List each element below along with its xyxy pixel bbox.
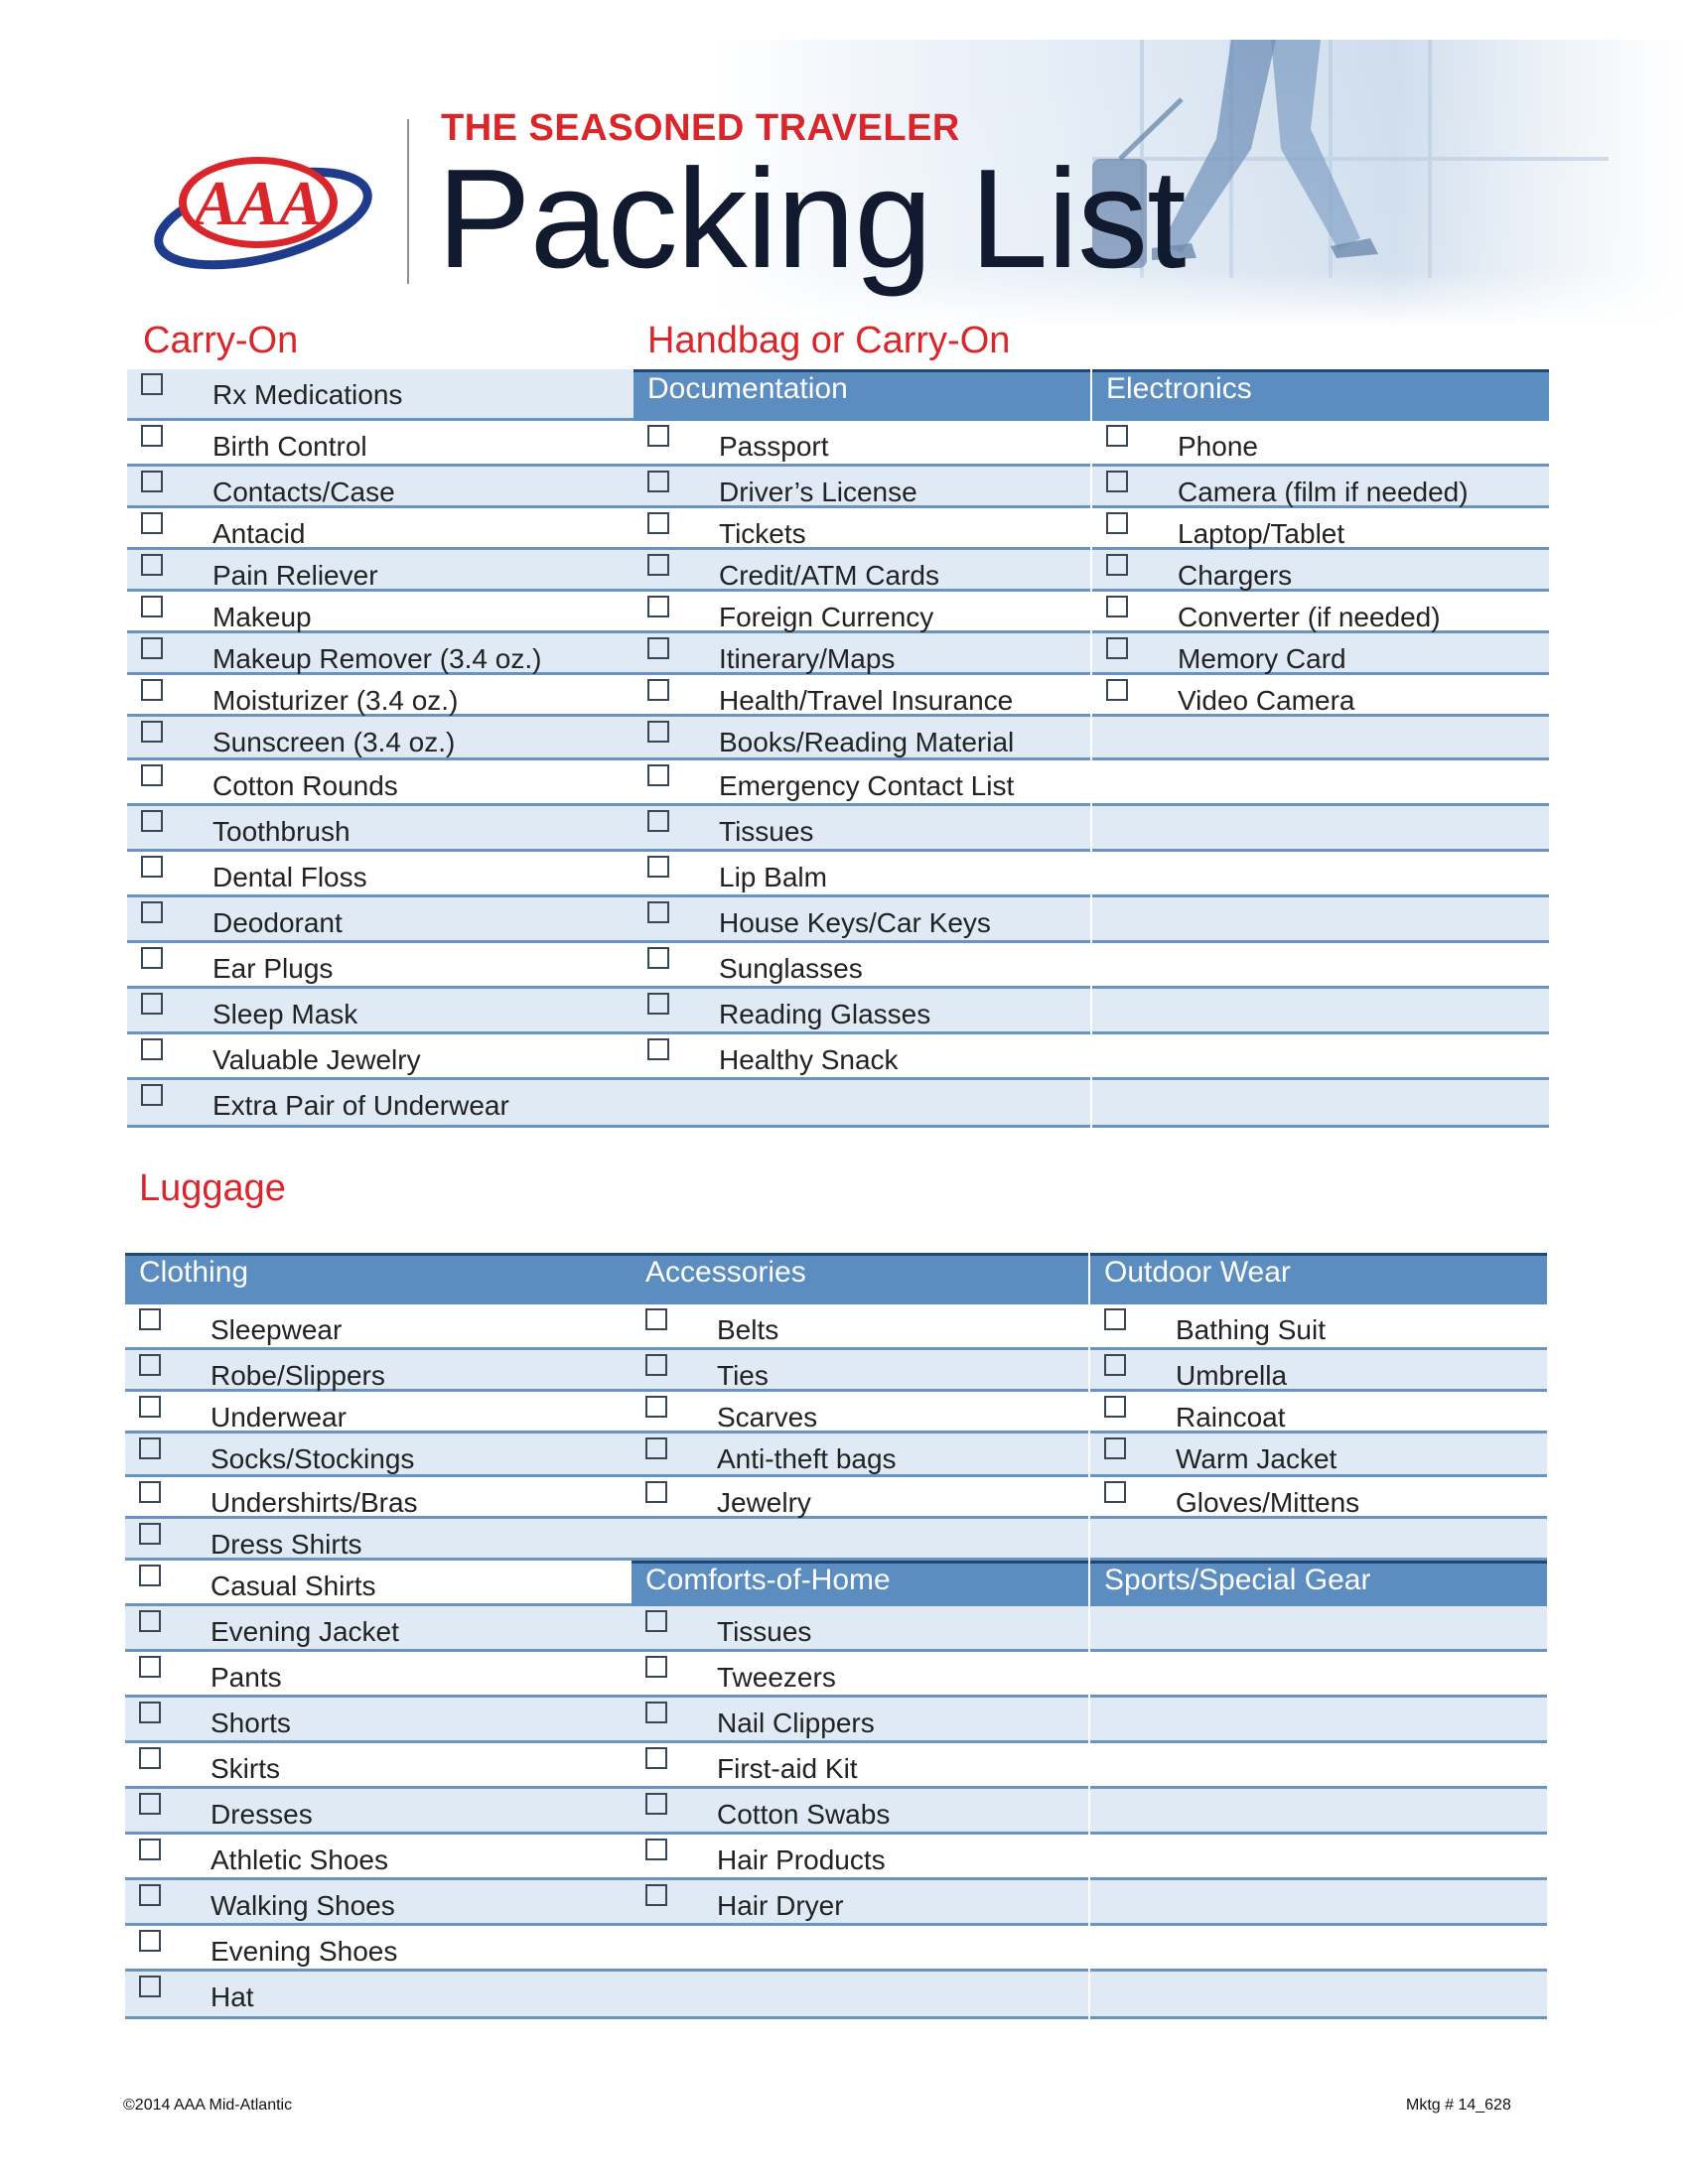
list-item <box>633 852 1090 897</box>
empty-row <box>1090 1880 1547 1926</box>
item-label: Sleep Mask <box>212 999 358 1029</box>
list-item <box>1092 633 1549 675</box>
item-label: Pain Reliever <box>212 560 378 591</box>
empty-row <box>1090 1606 1547 1652</box>
list-item <box>127 550 633 592</box>
list-item <box>632 1789 1088 1835</box>
handbag-title: Handbag or Carry-On <box>647 320 1011 361</box>
item-label: Camera (film if needed) <box>1178 477 1469 507</box>
item-label: Ties <box>717 1360 769 1391</box>
empty-row <box>1090 1789 1547 1835</box>
item-label: Raincoat <box>1176 1402 1286 1433</box>
checkbox-health-travel-insurance[interactable] <box>647 679 669 701</box>
clothing-list <box>125 1253 632 2067</box>
checkbox-first-aid-kit[interactable] <box>645 1747 667 1769</box>
item-label: Extra Pair of Underwear <box>212 1090 509 1121</box>
item-label: Toothbrush <box>212 816 351 847</box>
checkbox-athletic-shoes[interactable] <box>139 1839 161 1860</box>
item-label: Books/Reading Material <box>719 727 1015 757</box>
checkbox-camera-film-if-needed[interactable] <box>1106 471 1128 492</box>
item-label: Athletic Shoes <box>211 1844 388 1875</box>
item-label: Rx Medications <box>212 379 403 410</box>
item-label: Video Camera <box>1178 685 1355 716</box>
checkbox-tissues[interactable] <box>645 1610 667 1632</box>
list-item <box>125 1698 632 1743</box>
checkbox-anti-theft-bags[interactable] <box>645 1437 667 1459</box>
list-item <box>127 1080 633 1128</box>
item-label: Socks/Stockings <box>211 1443 415 1474</box>
item-label: Dress Shirts <box>211 1529 362 1560</box>
list-item <box>633 675 1090 717</box>
item-label: Contacts/Case <box>212 477 395 507</box>
list-item <box>633 806 1090 852</box>
item-label: Cotton Swabs <box>717 1799 891 1830</box>
section-header-label: Clothing <box>139 1256 249 1289</box>
item-label: Lip Balm <box>719 862 827 892</box>
empty-row <box>1092 806 1549 852</box>
outdoor-wear-list <box>1090 1253 1547 2067</box>
checkbox-foreign-currency[interactable] <box>647 596 669 617</box>
checkbox-makeup[interactable] <box>141 596 163 617</box>
checkbox-socks-stockings[interactable] <box>139 1437 161 1459</box>
electronics-list <box>1092 369 1549 1175</box>
list-item <box>1090 1350 1547 1392</box>
item-label: Healthy Snack <box>719 1044 899 1075</box>
list-item <box>1092 421 1549 467</box>
checkbox-walking-shoes[interactable] <box>139 1884 161 1906</box>
page-subtitle: THE SEASONED TRAVELER <box>441 107 960 149</box>
list-item <box>127 989 633 1034</box>
item-label: Nail Clippers <box>717 1707 875 1738</box>
list-item <box>1092 592 1549 633</box>
checkbox-dental-floss[interactable] <box>141 856 163 878</box>
footer-marketing-code: Mktg # 14_628 <box>1406 2097 1511 2114</box>
list-item <box>632 1606 1088 1652</box>
list-item <box>633 508 1090 550</box>
accessories-list <box>632 1253 1088 2067</box>
item-label: Evening Jacket <box>211 1616 399 1647</box>
item-label: Memory Card <box>1178 643 1346 674</box>
list-item <box>125 1304 632 1350</box>
checkbox-tweezers[interactable] <box>645 1656 667 1678</box>
checkbox-cotton-swabs[interactable] <box>645 1793 667 1815</box>
electronics-header <box>1092 369 1549 421</box>
item-label: Hair Products <box>717 1844 886 1875</box>
list-item <box>125 1743 632 1789</box>
section-header-label: Sports/Special Gear <box>1104 1564 1371 1596</box>
checkbox-video-camera[interactable] <box>1106 679 1128 701</box>
item-label: Sunscreen (3.4 oz.) <box>212 727 456 757</box>
empty-row <box>632 1519 1088 1561</box>
list-item <box>125 1606 632 1652</box>
checkbox-belts[interactable] <box>645 1308 667 1330</box>
checkbox-emergency-contact-list[interactable] <box>647 764 669 786</box>
checkbox-scarves[interactable] <box>645 1396 667 1418</box>
empty-row <box>1090 1519 1547 1561</box>
checkbox-hat[interactable] <box>139 1976 161 1997</box>
list-item <box>127 897 633 943</box>
checkbox-valuable-jewelry[interactable] <box>141 1038 163 1060</box>
accessories-header <box>632 1253 1088 1304</box>
checkbox-memory-card[interactable] <box>1106 637 1128 659</box>
checkbox-passport[interactable] <box>647 425 669 447</box>
list-item <box>1092 467 1549 508</box>
item-label: Cotton Rounds <box>212 770 398 801</box>
list-item <box>125 1561 632 1606</box>
checkbox-dresses[interactable] <box>139 1793 161 1815</box>
list-item <box>633 550 1090 592</box>
section-header-label: Outdoor Wear <box>1104 1256 1291 1289</box>
carry-on-title: Carry-On <box>143 320 299 361</box>
section-header-label: Accessories <box>645 1256 806 1289</box>
checkbox-dress-shirts[interactable] <box>139 1523 161 1545</box>
checkbox-laptop-tablet[interactable] <box>1106 512 1128 534</box>
checkbox-reading-glasses[interactable] <box>647 993 669 1015</box>
checkbox-rx-medications[interactable] <box>141 373 163 395</box>
checkbox-warm-jacket[interactable] <box>1104 1437 1126 1459</box>
aaa-logo <box>149 147 377 286</box>
page-title: Packing List <box>437 140 1186 298</box>
list-item <box>125 1477 632 1519</box>
checkbox-casual-shirts[interactable] <box>139 1565 161 1586</box>
list-item <box>632 1835 1088 1880</box>
checkbox-skirts[interactable] <box>139 1747 161 1769</box>
list-item <box>632 1880 1088 1926</box>
list-item <box>1090 1304 1547 1350</box>
checkbox-tickets[interactable] <box>647 512 669 534</box>
checkbox-itinerary-maps[interactable] <box>647 637 669 659</box>
checkbox-nail-clippers[interactable] <box>645 1702 667 1723</box>
checkbox-raincoat[interactable] <box>1104 1396 1126 1418</box>
documentation-list <box>633 369 1090 1175</box>
list-item <box>125 1835 632 1880</box>
checkbox-deodorant[interactable] <box>141 901 163 923</box>
checkbox-sunglasses[interactable] <box>647 947 669 969</box>
empty-row <box>1090 1926 1547 1972</box>
list-item <box>127 421 633 467</box>
checkbox-extra-pair-of-underwear[interactable] <box>141 1084 163 1106</box>
documentation-header <box>633 369 1090 421</box>
list-item <box>127 369 633 421</box>
sports-special-gear-header <box>1090 1561 1547 1606</box>
checkbox-pants[interactable] <box>139 1656 161 1678</box>
item-label: First-aid Kit <box>717 1753 858 1784</box>
list-item <box>125 1926 632 1972</box>
item-label: Makeup Remover (3.4 oz.) <box>212 643 542 674</box>
checkbox-books-reading-material[interactable] <box>647 721 669 743</box>
item-label: Tissues <box>719 816 814 847</box>
checkbox-gloves-mittens[interactable] <box>1104 1481 1126 1503</box>
list-item <box>125 1519 632 1561</box>
item-label: Birth Control <box>212 431 367 462</box>
list-item <box>127 1034 633 1080</box>
item-label: Skirts <box>211 1753 280 1784</box>
list-item <box>633 421 1090 467</box>
item-label: Undershirts/Bras <box>211 1487 418 1518</box>
checkbox-ties[interactable] <box>645 1354 667 1376</box>
list-item <box>1090 1392 1547 1433</box>
item-label: Deodorant <box>212 907 343 938</box>
list-item <box>633 897 1090 943</box>
checkbox-hair-dryer[interactable] <box>645 1884 667 1906</box>
empty-row <box>1092 1080 1549 1128</box>
checkbox-bathing-suit[interactable] <box>1104 1308 1126 1330</box>
checkbox-underwear[interactable] <box>139 1396 161 1418</box>
checkbox-evening-shoes[interactable] <box>139 1930 161 1952</box>
outdoor-wear-header <box>1090 1253 1547 1304</box>
list-item <box>125 1350 632 1392</box>
checkbox-ear-plugs[interactable] <box>141 947 163 969</box>
checkbox-sleepwear[interactable] <box>139 1308 161 1330</box>
item-label: Driver’s License <box>719 477 917 507</box>
list-item <box>633 592 1090 633</box>
item-label: Health/Travel Insurance <box>719 685 1014 716</box>
list-item <box>127 675 633 717</box>
list-item <box>127 760 633 806</box>
checkbox-contacts-case[interactable] <box>141 471 163 492</box>
checkbox-house-keys-car-keys[interactable] <box>647 901 669 923</box>
item-label: Casual Shirts <box>211 1570 376 1601</box>
list-item <box>125 1789 632 1835</box>
item-label: Belts <box>717 1314 779 1345</box>
list-item <box>1092 675 1549 717</box>
checkbox-credit-atm-cards[interactable] <box>647 554 669 576</box>
checkbox-converter-if-needed[interactable] <box>1106 596 1128 617</box>
item-label: Emergency Contact List <box>719 770 1015 801</box>
svg-text:AAA: AAA <box>194 168 323 238</box>
checkbox-shorts[interactable] <box>139 1702 161 1723</box>
item-label: Tweezers <box>717 1662 836 1693</box>
list-item <box>127 852 633 897</box>
checkbox-toothbrush[interactable] <box>141 810 163 832</box>
list-item <box>633 989 1090 1034</box>
list-item <box>125 1392 632 1433</box>
item-label: Robe/Slippers <box>211 1360 385 1391</box>
checkbox-healthy-snack[interactable] <box>647 1038 669 1060</box>
checkbox-robe-slippers[interactable] <box>139 1354 161 1376</box>
list-item <box>1090 1477 1547 1519</box>
checkbox-sleep-mask[interactable] <box>141 993 163 1015</box>
item-label: Gloves/Mittens <box>1176 1487 1360 1518</box>
empty-row <box>1090 1835 1547 1880</box>
item-label: Dresses <box>211 1799 313 1830</box>
list-item <box>633 467 1090 508</box>
checkbox-evening-jacket[interactable] <box>139 1610 161 1632</box>
list-item <box>633 633 1090 675</box>
checkbox-chargers[interactable] <box>1106 554 1128 576</box>
item-label: Pants <box>211 1662 282 1693</box>
list-item <box>127 508 633 550</box>
list-item <box>633 717 1090 760</box>
list-item <box>125 1880 632 1926</box>
item-label: Chargers <box>1178 560 1293 591</box>
item-label: Makeup <box>212 602 312 632</box>
checkbox-birth-control[interactable] <box>141 425 163 447</box>
list-item <box>633 760 1090 806</box>
checkbox-cotton-rounds[interactable] <box>141 764 163 786</box>
checkbox-undershirts-bras[interactable] <box>139 1481 161 1503</box>
item-label: Scarves <box>717 1402 818 1433</box>
list-item <box>632 1350 1088 1392</box>
item-label: Valuable Jewelry <box>212 1044 421 1075</box>
comforts-of-home-header <box>632 1561 1088 1606</box>
item-label: Foreign Currency <box>719 602 934 632</box>
list-item <box>633 1034 1090 1080</box>
checkbox-phone[interactable] <box>1106 425 1128 447</box>
list-item <box>127 943 633 989</box>
item-label: Walking Shoes <box>211 1890 395 1921</box>
list-item <box>632 1743 1088 1789</box>
empty-row <box>1090 1652 1547 1698</box>
list-item <box>1090 1433 1547 1477</box>
checkbox-hair-products[interactable] <box>645 1839 667 1860</box>
item-label: Passport <box>719 431 829 462</box>
footer-copyright: ©2014 AAA Mid-Atlantic <box>123 2097 293 2114</box>
empty-row <box>632 1972 1088 2019</box>
header-divider <box>407 119 409 284</box>
item-label: Tickets <box>719 518 806 549</box>
item-label: Evening Shoes <box>211 1936 398 1967</box>
list-item <box>125 1433 632 1477</box>
checkbox-driver-s-license[interactable] <box>647 471 669 492</box>
empty-row <box>1092 989 1549 1034</box>
item-label: Antacid <box>212 518 306 549</box>
item-label: Dental Floss <box>212 862 367 892</box>
empty-row <box>1092 717 1549 760</box>
list-item <box>632 1698 1088 1743</box>
item-label: Bathing Suit <box>1176 1314 1326 1345</box>
item-label: Moisturizer (3.4 oz.) <box>212 685 459 716</box>
item-label: Tissues <box>717 1616 812 1647</box>
empty-row <box>1092 897 1549 943</box>
list-item <box>632 1477 1088 1519</box>
empty-row <box>1090 1743 1547 1789</box>
list-item <box>1092 508 1549 550</box>
list-item <box>1092 550 1549 592</box>
checkbox-makeup-remover-3-4-oz[interactable] <box>141 637 163 659</box>
empty-row <box>632 1926 1088 1972</box>
list-item <box>127 717 633 760</box>
list-item <box>632 1304 1088 1350</box>
checkbox-lip-balm[interactable] <box>647 856 669 878</box>
clothing-header <box>125 1253 632 1304</box>
list-item <box>125 1652 632 1698</box>
empty-row <box>1092 943 1549 989</box>
section-header-label: Electronics <box>1106 372 1252 405</box>
item-label: Anti-theft bags <box>717 1443 897 1474</box>
item-label: Ear Plugs <box>212 953 334 984</box>
list-item <box>127 633 633 675</box>
section-header-label: Documentation <box>647 372 848 405</box>
checkbox-pain-reliever[interactable] <box>141 554 163 576</box>
item-label: House Keys/Car Keys <box>719 907 991 938</box>
item-label: Sunglasses <box>719 953 863 984</box>
item-label: Underwear <box>211 1402 347 1433</box>
item-label: Warm Jacket <box>1176 1443 1337 1474</box>
checkbox-moisturizer-3-4-oz[interactable] <box>141 679 163 701</box>
empty-row <box>1092 760 1549 806</box>
list-item <box>127 806 633 852</box>
checkbox-jewelry[interactable] <box>645 1481 667 1503</box>
empty-row <box>1090 1972 1547 2019</box>
empty-row <box>1092 852 1549 897</box>
item-label: Hair Dryer <box>717 1890 844 1921</box>
list-item <box>127 592 633 633</box>
empty-row <box>1090 1698 1547 1743</box>
item-label: Itinerary/Maps <box>719 643 896 674</box>
section-header-label: Comforts-of-Home <box>645 1564 891 1596</box>
list-item <box>633 943 1090 989</box>
list-item <box>632 1433 1088 1477</box>
item-label: Laptop/Tablet <box>1178 518 1345 549</box>
item-label: Sleepwear <box>211 1314 343 1345</box>
item-label: Credit/ATM Cards <box>719 560 939 591</box>
list-item <box>632 1652 1088 1698</box>
empty-row <box>633 1080 1090 1128</box>
item-label: Converter (if needed) <box>1178 602 1441 632</box>
checkbox-tissues[interactable] <box>647 810 669 832</box>
checkbox-antacid[interactable] <box>141 512 163 534</box>
item-label: Hat <box>211 1981 254 2012</box>
item-label: Jewelry <box>717 1487 811 1518</box>
item-label: Umbrella <box>1176 1360 1288 1391</box>
luggage-title: Luggage <box>139 1167 286 1209</box>
item-label: Shorts <box>211 1707 291 1738</box>
list-item <box>127 467 633 508</box>
empty-row <box>1092 1034 1549 1080</box>
checkbox-sunscreen-3-4-oz[interactable] <box>141 721 163 743</box>
carry-on-list <box>127 369 633 1175</box>
list-item <box>632 1392 1088 1433</box>
checkbox-umbrella[interactable] <box>1104 1354 1126 1376</box>
item-label: Phone <box>1178 431 1258 462</box>
item-label: Reading Glasses <box>719 999 931 1029</box>
list-item <box>125 1972 632 2019</box>
